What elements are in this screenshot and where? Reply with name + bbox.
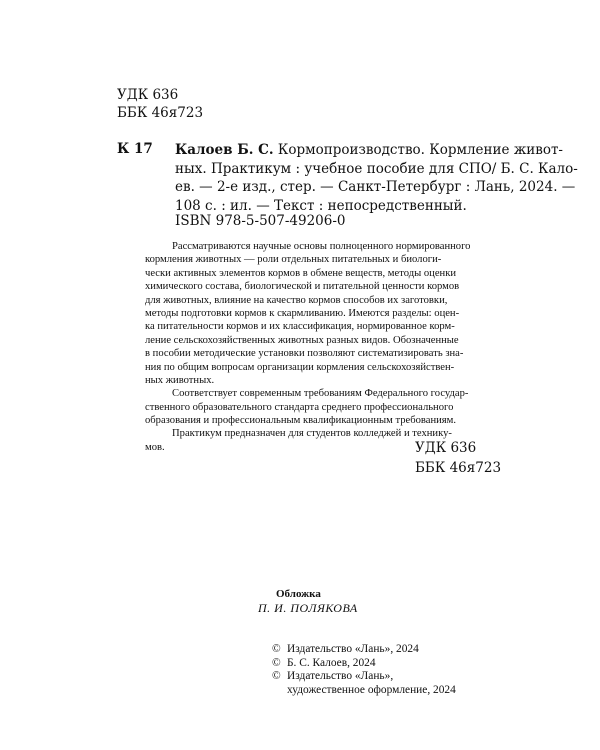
bibliographic-description bbox=[175, 141, 578, 215]
bib-line: Калоев Б. С. Кормопроизводство. Кормление живот- bbox=[175, 142, 563, 158]
annotation-line: Рассматриваются научные основы полноценного нормированного bbox=[172, 241, 471, 252]
annotation-line: кормления животных — роли отдельных питательных и биологи- bbox=[145, 254, 442, 266]
annotation-line: чески активных элементов кормов в обмене веществ, методы оценки bbox=[145, 267, 457, 279]
annotation-text bbox=[145, 240, 470, 454]
annotation-line: Соответствует современным требованиям Федерального государ- bbox=[172, 388, 469, 400]
annotation-line: ственного образовательного стандарта среднего профессионального bbox=[145, 401, 454, 413]
annotation-line: в пособии методические установки позволяют систематизировать зна- bbox=[145, 348, 464, 360]
annotation-line: образования и профессиональным квалификационным требованиям. bbox=[145, 415, 457, 427]
annotation-line: для животных, влияние на качество кормов способов их заготовки, bbox=[145, 294, 448, 306]
bib-line: ев. — 2-е изд., стер. — Санкт-Петербург : Лань, 2024. — bbox=[175, 179, 576, 195]
bib-line: 108 с. : ил. — Текст : непосредственный. bbox=[175, 197, 467, 214]
copyright-block bbox=[272, 643, 456, 697]
annotation-line: ных животных. bbox=[145, 374, 215, 386]
copyright-line-continued: художественное оформление, 2024 bbox=[287, 683, 456, 696]
annotation-line: Практикум предназначен для студентов колледжей и технику- bbox=[172, 428, 452, 440]
classification-block-top bbox=[117, 86, 203, 122]
cover-label: Обложка bbox=[276, 588, 321, 600]
copyright-symbol: © bbox=[272, 670, 281, 683]
catalog-code: К 17 bbox=[117, 141, 153, 157]
copyright-symbol: © bbox=[272, 643, 281, 655]
copyright-line: © Издательство «Лань», bbox=[272, 670, 394, 683]
annotation-line: ка питательности кормов и их классификация, нормированное корм- bbox=[145, 321, 455, 333]
copyright-line: © Издательство «Лань», 2024 bbox=[272, 643, 419, 655]
annotation-line: ление сельскохозяйственных животных разных видов. Обозначенные bbox=[145, 334, 459, 346]
bbk-code: ББК 46я723 bbox=[117, 105, 204, 121]
author-name: Калоев Б. С. bbox=[175, 142, 274, 158]
annotation-line: методы подготовки кормов к скармливанию. Имеются разделы: оцен- bbox=[145, 307, 460, 319]
cover-designer: П. И. ПОЛЯКОВА bbox=[258, 601, 358, 615]
annotation-line: ния по общим вопросам организации кормления сельскохозяйствен- bbox=[145, 361, 455, 373]
copyright-line: © Б. С. Калоев, 2024 bbox=[272, 656, 376, 669]
annotation-line: химического состава, биологической и питательной ценности кормов bbox=[145, 281, 460, 293]
udk-code: УДК 636 bbox=[117, 87, 179, 103]
bib-line: ных. Практикум : учебное пособие для СПО/ Б. С. Кало- bbox=[175, 160, 578, 177]
bbk-code: ББК 46я723 bbox=[415, 460, 502, 476]
annotation-line: мов. bbox=[145, 441, 165, 453]
copyright-symbol: © bbox=[272, 656, 281, 669]
udk-code: УДК 636 bbox=[415, 440, 477, 456]
classification-block-bottom bbox=[415, 438, 501, 478]
isbn: ISBN 978-5-507-49206-0 bbox=[175, 213, 346, 229]
